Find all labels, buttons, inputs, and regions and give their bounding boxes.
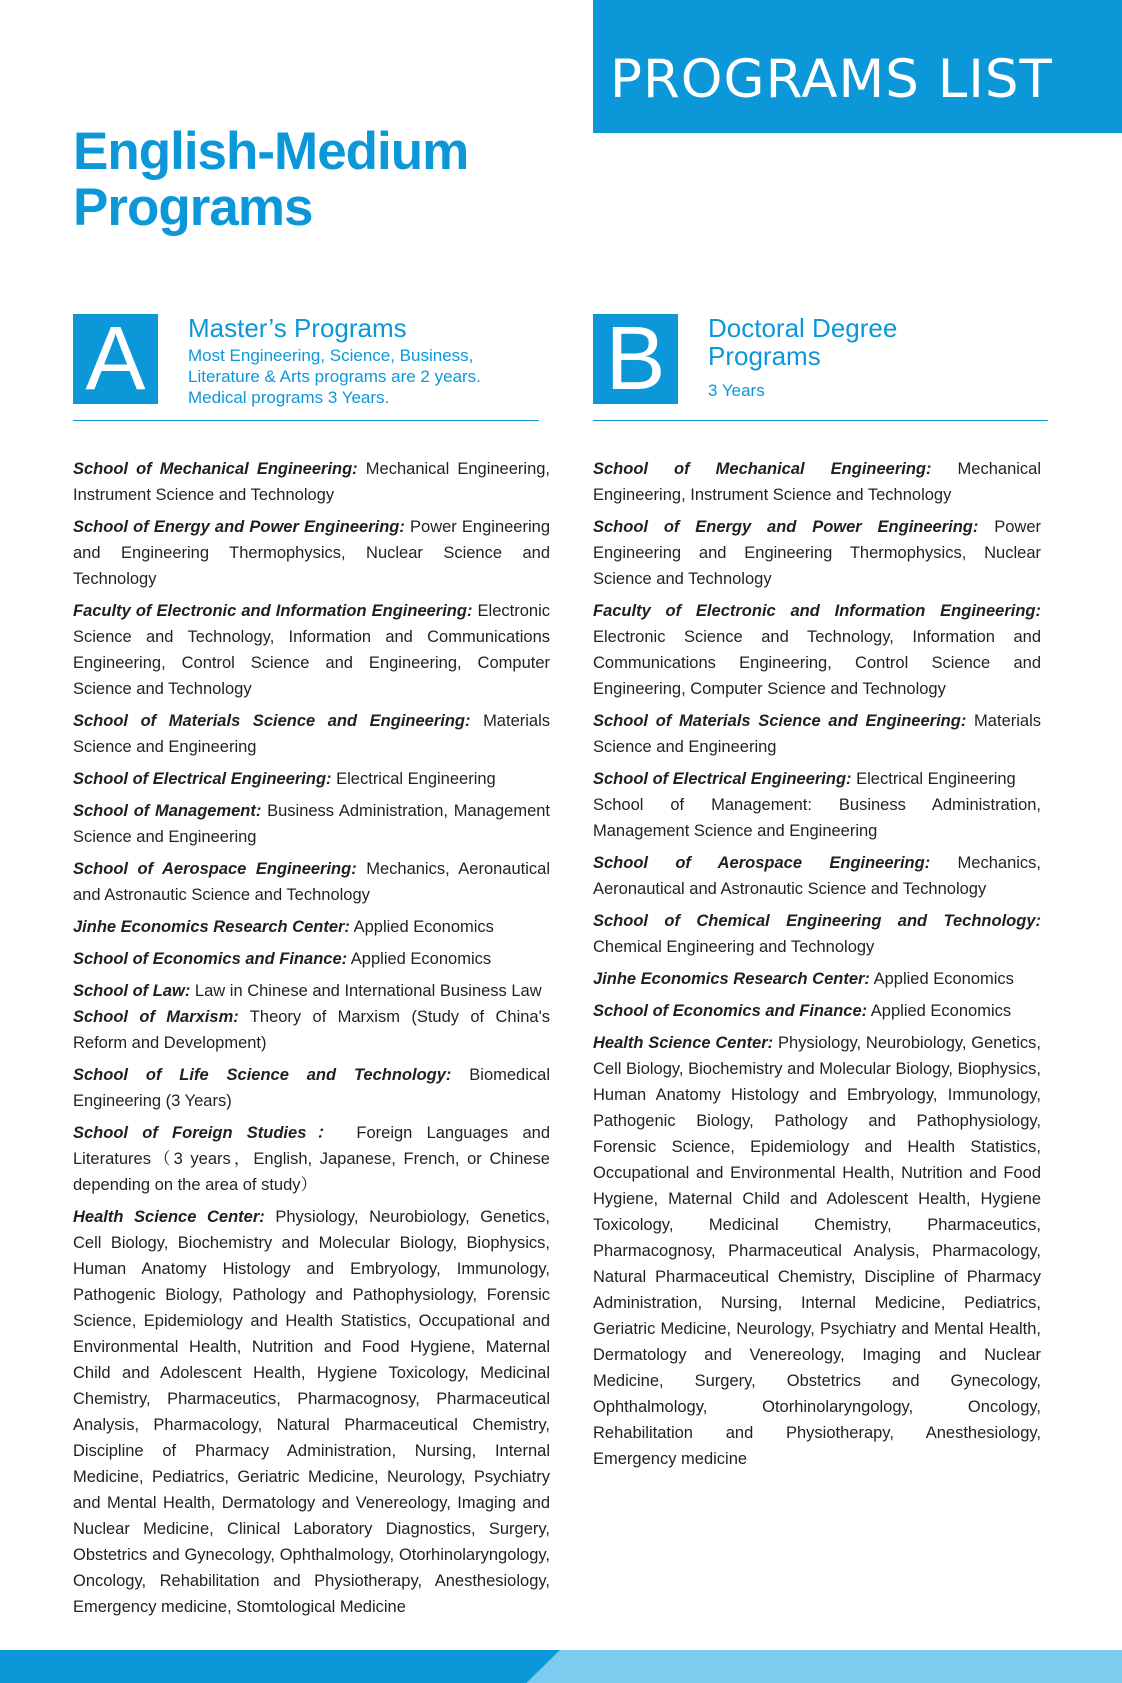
school-name: School of Life Science and Technology:	[73, 1066, 452, 1084]
school-name: School of Chemical Engineering and Technology:	[593, 912, 1041, 930]
program-names: Applied Economics	[867, 1002, 1012, 1020]
program-names: Mechanics, Aeronautical and Astronautic Science and Technology	[73, 860, 551, 904]
program-entry	[593, 708, 1041, 760]
program-names: Physiology, Neurobiology, Genetics, Cell Biology, Biochemistry and Molecular Biology, Biophysics, Human Anatomy Histology and Embryology, Immunology, Pathogenic Biology, Pathology and Pathophysiology, Forensic Science, Epidemiology and Health Statistics, Occupational and Environmental Health, Nutrition and Food Hygiene, Maternal Child and Adolescent Health, Hygiene Toxicology, Medicinal Chemistry, Pharmaceutics, Pharmacognosy, Pharmaceutical Analysis, Pharmacology, Natural Pharmaceutical Chemistry, Discipline of Pharmacy Administration, Nursing, Internal Medicine, Pediatrics, Geriatric Medicine, Neurology, Psychiatry and Mental Health, Dermatology and Venereology, Imaging and Nuclear Medicine, Clinical Laboratory Diagnostics, Surgery, Obstetrics and Gynecology, Ophthalmology, Otorhinolaryngology, Oncology, Rehabilitation and Physiotherapy, Anesthesiology, Emergency medicine, Stomtological Medicine	[73, 1208, 550, 1616]
program-names: Applied Economics	[347, 950, 492, 968]
school-name: Health Science Center:	[593, 1034, 774, 1052]
doctoral-section-header	[593, 309, 1048, 422]
program-entry	[73, 914, 550, 940]
masters-description-line: Most Engineering, Science, Business,	[188, 346, 474, 365]
masters-section-title: Master’s Programs	[188, 313, 407, 343]
banner-title: PROGRAMS LIST	[610, 49, 1053, 110]
doctoral-section-heading	[708, 314, 897, 401]
school-name: School of Mechanical Engineering:	[73, 460, 358, 478]
program-names: Electronic Science and Technology, Information and Communications Engineering, Control Science and Engineering, Computer Science and Technology	[593, 628, 1041, 698]
masters-program-list	[73, 456, 550, 1626]
footer-dark-stripe	[0, 1650, 560, 1683]
masters-description-line: Literature & Arts programs are 2 years.	[188, 367, 481, 386]
program-names: Materials Science and Engineering	[73, 712, 551, 756]
program-names: Applied Economics	[869, 970, 1014, 988]
program-entry	[593, 908, 1041, 960]
page-title-line-2: Programs	[73, 178, 313, 237]
school-name: Health Science Center:	[73, 1208, 265, 1226]
program-entry	[73, 978, 550, 1004]
program-names: Biomedical Engineering (3 Years)	[73, 1066, 550, 1110]
doctoral-section-duration: 3 Years	[708, 381, 765, 400]
school-name: Jinhe Economics Research Center:	[593, 970, 870, 988]
program-entry	[73, 1120, 550, 1198]
program-names: Foreign Languages and Literatures（3 years，English, Japanese, French, or Chinese depending on the area of study）	[73, 1124, 551, 1194]
section-a-divider	[73, 420, 539, 421]
program-names: Mechanical Engineering, Instrument Science and Technology	[593, 460, 1041, 504]
school-name: School of Energy and Power Engineering:	[593, 518, 979, 536]
school-name: School of Energy and Power Engineering:	[73, 518, 405, 536]
program-names: Chemical Engineering and Technology	[593, 938, 875, 956]
page-title-line-1: English-Medium	[73, 122, 469, 181]
school-name: School of Mechanical Engineering:	[593, 460, 932, 478]
program-entry	[73, 798, 550, 850]
program-names: Electronic Science and Technology, Information and Communications Engineering, Control Science and Engineering, Computer Science and Technology	[73, 602, 551, 698]
section-a-letter-badge: A	[73, 314, 158, 404]
page-title	[73, 124, 468, 236]
program-entry	[593, 850, 1041, 902]
masters-section-heading	[188, 314, 481, 408]
program-names: Applied Economics	[349, 918, 494, 936]
program-entry	[593, 998, 1041, 1024]
program-names: Electrical Engineering	[331, 770, 496, 788]
section-b-letter-badge: B	[593, 314, 678, 404]
program-names: Mechanical Engineering, Instrument Science and Technology	[73, 460, 551, 504]
masters-description-line: Medical programs 3 Years.	[188, 388, 390, 407]
program-entry	[593, 1030, 1041, 1472]
program-names: Electrical Engineering	[851, 770, 1016, 788]
program-entry	[593, 456, 1041, 508]
section-b-divider	[593, 420, 1048, 421]
program-entry	[593, 514, 1041, 592]
school-name: School of Materials Science and Engineering:	[73, 712, 471, 730]
school-name: School of Electrical Engineering:	[593, 770, 852, 788]
program-names: Materials Science and Engineering	[593, 712, 1041, 756]
program-entry	[593, 766, 1041, 792]
school-name: School of Foreign Studies：	[73, 1124, 343, 1142]
program-entry	[73, 456, 550, 508]
school-name: School of Economics and Finance:	[593, 1002, 868, 1020]
program-names: Power Engineering and Engineering Thermophysics, Nuclear Science and Technology	[593, 518, 1041, 588]
school-name: School of Aerospace Engineering:	[593, 854, 931, 872]
school-name: School of Economics and Finance:	[73, 950, 348, 968]
school-name: School of Marxism:	[73, 1008, 239, 1026]
program-names: Power Engineering and Engineering Thermophysics, Nuclear Science and Technology	[73, 518, 550, 588]
school-name: School of Electrical Engineering:	[73, 770, 332, 788]
school-name: Faculty of Electronic and Information Engineering:	[73, 602, 473, 620]
program-names: Law in Chinese and International Business Law	[190, 982, 542, 1000]
school-name: Jinhe Economics Research Center:	[73, 918, 350, 936]
masters-section-description	[188, 345, 481, 408]
school-name: Faculty of Electronic and Information Engineering:	[593, 602, 1041, 620]
school-name: School of Aerospace Engineering:	[73, 860, 357, 878]
program-entry	[73, 766, 550, 792]
program-entry	[73, 514, 550, 592]
doctoral-section-title-line-1: Doctoral Degree	[708, 313, 898, 343]
program-entry	[73, 708, 550, 760]
program-entry	[73, 856, 550, 908]
programs-list-banner	[593, 0, 1122, 133]
program-names: Theory of Marxism (Study of China's Reform and Development)	[73, 1008, 550, 1052]
footer-light-stripe	[500, 1650, 1122, 1683]
school-name: School of Materials Science and Engineering:	[593, 712, 967, 730]
program-entry	[593, 966, 1041, 992]
school-name: School of Management:	[73, 802, 262, 820]
school-name: School of Law:	[73, 982, 191, 1000]
program-names: School of Management: Business Administration, Management Science and Engineering	[593, 796, 1041, 840]
program-entry	[73, 598, 550, 702]
masters-section-header	[73, 309, 539, 422]
program-entry	[73, 1062, 550, 1114]
program-names: Business Administration, Management Science and Engineering	[73, 802, 551, 846]
program-names: Mechanics, Aeronautical and Astronautic Science and Technology	[593, 854, 1041, 898]
doctoral-program-list	[593, 456, 1041, 1478]
program-entry	[593, 598, 1041, 702]
program-entry	[593, 792, 1041, 844]
program-entry	[73, 1204, 550, 1620]
program-entry	[73, 946, 550, 972]
program-names: Physiology, Neurobiology, Genetics, Cell Biology, Biochemistry and Molecular Biology, Biophysics, Human Anatomy Histology and Embryology, Immunology, Pathogenic Biology, Pathology and Pathophysiology, Forensic Science, Epidemiology and Health Statistics, Occupational and Environmental Health, Nutrition and Food Hygiene, Maternal Child and Adolescent Health, Hygiene Toxicology, Medicinal Chemistry, Pharmaceutics, Pharmacognosy, Pharmaceutical Analysis, Pharmacology, Natural Pharmaceutical Chemistry, Discipline of Pharmacy Administration, Nursing, Internal Medicine, Pediatrics, Geriatric Medicine, Neurology, Psychiatry and Mental Health, Dermatology and Venereology, Imaging and Nuclear Medicine, Surgery, Obstetrics and Gynecology, Ophthalmology, Otorhinolaryngology, Oncology, Rehabilitation and Physiotherapy, Anesthesiology, Emergency medicine	[593, 1034, 1041, 1468]
program-entry	[73, 1004, 550, 1056]
doctoral-section-title-line-2: Programs	[708, 341, 821, 371]
